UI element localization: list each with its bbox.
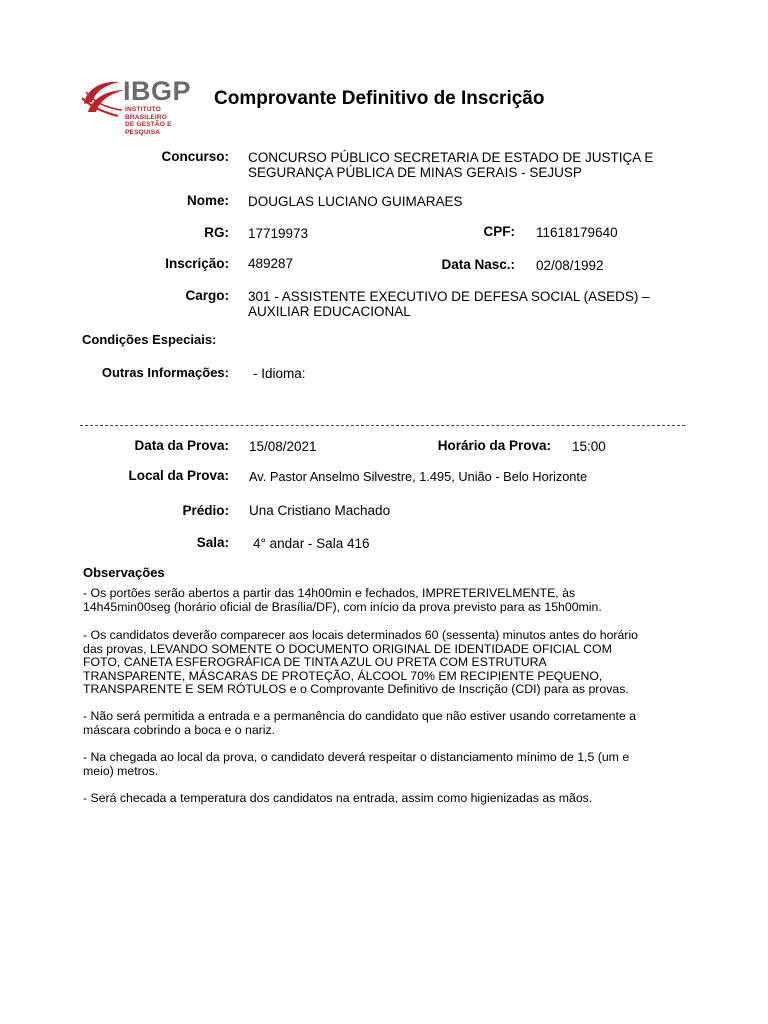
local-prova-label: Local da Prova: [128,468,229,483]
sala-label: Sala: [196,535,229,550]
cargo-label: Cargo: [185,288,229,303]
logo-subtitle: INSTITUTO BRASILEIRO DE GESTÃO E PESQUISA [125,106,172,136]
inscricao-value: 489287 [248,256,294,271]
local-prova-value: Av. Pastor Anselmo Silvestre, 1.495, União - Belo Horizonte [249,469,588,484]
observacoes-heading: Observações [83,565,165,580]
outras-informacoes-label: Outras Informações: [101,365,229,380]
rg-value: 17719973 [248,226,309,241]
outras-informacoes-value: - Idioma: [253,366,306,381]
nome-value: DOUGLAS LUCIANO GUIMARAES [248,194,463,209]
predio-label: Prédio: [182,503,229,518]
observacao-temperatura: - Será checada a temperatura dos candidatos na entrada, assim como higienizadas as mãos. [83,791,593,805]
horario-prova-value: 15:00 [572,439,606,454]
section-divider [80,425,685,426]
observacao-distanciamento: - Na chegada ao local da prova, o candidato deverá respeitar o distanciamento mínimo de 1,5 (um e meio) metros. [83,750,630,778]
sala-value: 4° andar - Sala 416 [253,536,370,551]
nome-label: Nome: [186,193,229,208]
cpf-label: CPF: [483,224,515,239]
data-nasc-label: Data Nasc.: [441,257,515,272]
observacao-mascara: - Não será permitida a entrada e a permanência do candidato que não estiver usando corretamente a máscara cobrindo a boca e o nariz. [83,709,637,737]
page-title: Comprovante Definitivo de Inscrição [214,88,545,109]
cpf-value: 11618179640 [536,225,618,240]
rg-label: RG: [204,225,229,240]
cargo-value: 301 - ASSISTENTE EXECUTIVO DE DEFESA SOCIAL (ASEDS) – AUXILIAR EDUCACIONAL [248,289,650,319]
inscricao-label: Inscrição: [165,256,229,271]
data-nasc-value: 02/08/1992 [536,258,604,273]
concurso-label: Concurso: [161,149,229,164]
predio-value: Una Cristiano Machado [249,503,391,518]
horario-prova-label: Horário da Prova: [437,438,551,453]
concurso-value: CONCURSO PÚBLICO SECRETARIA DE ESTADO DE JUSTIÇA E SEGURANÇA PÚBLICA DE MINAS GERAIS - SEJUSP [248,150,654,180]
logo-wordmark: IBGP [123,76,192,106]
observacao-portoes: - Os portões serão abertos a partir das 14h00min e fechados, IMPRETERIVELMENTE, às 14h45min00seg (horário oficial de Brasília/DF), com início da prova previsto para as 15h00min. [83,586,602,614]
condicoes-especiais-label: Condições Especiais: [82,332,217,347]
observacao-documentos: - Os candidatos deverão comparecer aos locais determinados 60 (sessenta) minutos antes do horário das provas, LEVANDO SOMENTE O DOCUMENTO ORIGINAL DE IDENTIDADE OFICIAL COM FOTO, CANETA ESFEROGRÁFICA DE TINTA AZUL OU PRETA COM ESTRUTURA TRANSPARENTE, MÁSCARAS DE PROTEÇÃO, ÁLCOOL 70% EM RECIPIENTE PEQUENO, TRANSPARENTE E SEM RÓTULOS e o Comprovante Definitivo de Inscrição (CDI) para as provas. [83,628,639,696]
ibgp-logo [80,76,200,136]
data-prova-value: 15/08/2021 [249,439,317,454]
data-prova-label: Data da Prova: [134,438,229,453]
ibgp-swirl-icon [80,76,128,120]
